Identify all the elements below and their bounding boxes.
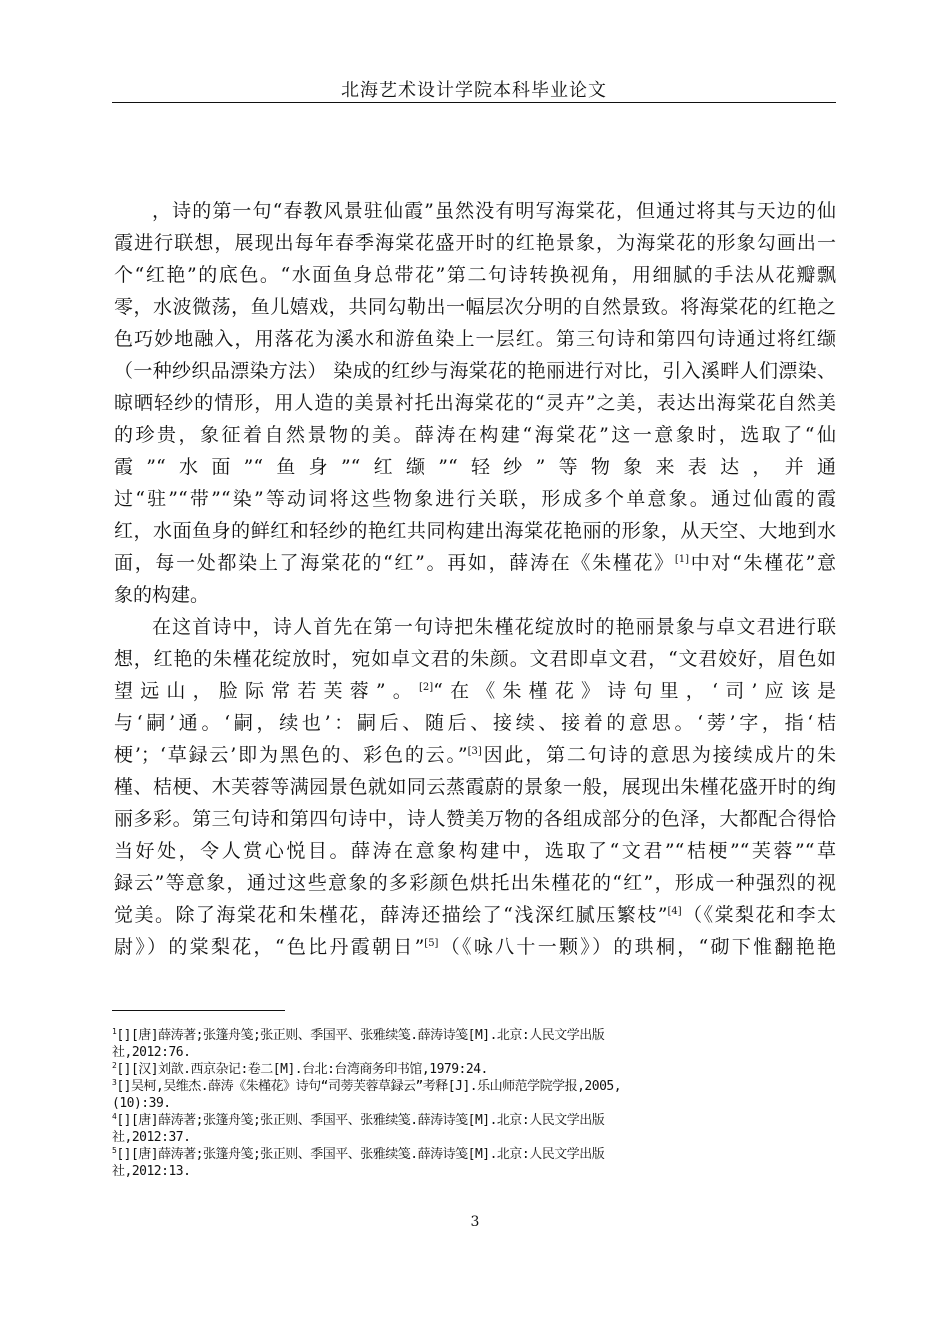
footnote-line — [112, 1027, 812, 1044]
text-line — [114, 899, 836, 931]
citation-ref: [3] — [467, 746, 482, 757]
text-line: 色巧妙地融入，用落花为溪水和游鱼染上一层红。第三句诗和第四句诗通过将红缬 — [114, 328, 836, 350]
text-segment: 梗’；‘草録云’即为黑色的、彩色的云。” — [114, 744, 468, 766]
footnote-text: [][唐]薛涛著;张篷舟笺;张正则、季国平、张雅续笺.薛涛诗笺[M].北京:人民文学出版 — [116, 1113, 605, 1128]
text-line: 録云”等意象，通过这些意象的多彩颜色烘托出朱槿花的“红”，形成一种强烈的视 — [114, 872, 836, 894]
footnote-number: 4 — [112, 1112, 117, 1121]
footnote-line: 社,2012:76. — [112, 1045, 191, 1060]
body-text — [114, 195, 836, 963]
text-line: 霞”“水面”“鱼身”“红缬”“轻纱”等物象来表达，并通 — [114, 456, 836, 478]
footnote-text: [][唐]薛涛著;张篷舟笺;张正则、季国平、张雅续笺.薛涛诗笺[M].北京:人民文学出版 — [116, 1028, 605, 1043]
footnote-line — [112, 1061, 812, 1078]
footnote-line — [112, 1146, 812, 1163]
text-line: 个“红艳”的底色。“水面鱼身总带花”第二句诗转换视角，用细腻的手法从花瓣飘 — [114, 264, 836, 286]
footnote-line: (10):39. — [112, 1096, 171, 1111]
footnote-text: []吴柯,吴维杰.薛涛《朱槿花》诗句“司蒡芙蓉草録云”考释[J].乐山师范学院学报,2005, — [116, 1079, 622, 1094]
footnote-2 — [112, 1061, 812, 1078]
text-line: 零，水波微荡，鱼儿嬉戏，共同勾勒出一幅层次分明的自然景致。将海棠花的红艳之 — [114, 296, 836, 318]
text-line: 晾晒轻纱的情形，用人造的美景衬托出海棠花的“灵卉”之美，表达出海棠花自然美 — [114, 392, 836, 414]
text-line: 在这首诗中，诗人首先在第一句诗把朱槿花绽放时的艳丽景象与卓文君进行联 — [152, 616, 836, 638]
paragraph-1 — [114, 195, 836, 611]
text-segment: 觉美。除了海棠花和朱槿花，薛涛还描绘了“浅深红腻压繁枝” — [114, 904, 668, 926]
footnote-text: [][汉]刘歆.西京杂记:卷二[M].台北:台湾商务印书馆,1979:24. — [116, 1062, 488, 1077]
header-title: 北海艺术设计学院本科毕业论文 — [341, 80, 607, 101]
text-line: ，诗的第一句“春教风景驻仙霞”虽然没有明写海棠花，但通过将其与天边的仙 — [152, 200, 836, 222]
text-line: 的珍贵，象征着自然景物的美。薛涛在构建“海棠花”这一意象时，选取了“仙 — [114, 424, 836, 446]
text-segment: 面，每一处都染上了海棠花的“红”。再如，薛涛在《朱槿花》 — [114, 552, 675, 574]
text-line: 过“驻”“带”“染”等动词将这些物象进行关联，形成多个单意象。通过仙霞的霞 — [114, 488, 836, 510]
text-segment: 因此，第二句诗的意思为接续成片的朱 — [481, 744, 836, 766]
footnote-line — [112, 1078, 812, 1095]
text-segment: “在《朱槿花》诗句里，‘司’应该是 — [433, 680, 837, 702]
footnote-4 — [112, 1112, 812, 1146]
citation-ref: [2] — [419, 682, 434, 693]
text-line: 想，红艳的朱槿花绽放时，宛如卓文君的朱颜。文君即卓文君，“文君姣好，眉色如 — [114, 648, 836, 670]
text-segment: （《咏八十一颗》）的珙桐，“砌下惟翻艳艳 — [438, 936, 836, 958]
footnote-line: 社,2012:37. — [112, 1130, 191, 1145]
page-number: 3 — [470, 1214, 480, 1230]
footnote-line — [112, 1112, 812, 1129]
footnotes — [112, 1027, 812, 1180]
footnote-number: 1 — [112, 1027, 117, 1036]
footnote-5 — [112, 1146, 812, 1180]
text-segment: 中对“朱槿花”意 — [689, 552, 836, 574]
text-segment: （《棠梨花和李太 — [681, 904, 836, 926]
citation-ref: [1] — [674, 554, 690, 565]
footnote-text: [][唐]薛涛著;张篷舟笺;张正则、季国平、张雅续笺.薛涛诗笺[M].北京:人民文学出版 — [116, 1147, 605, 1162]
footnote-1 — [112, 1027, 812, 1061]
citation-ref: [4] — [667, 906, 682, 917]
footnote-line: 社,2012:13. — [112, 1164, 191, 1179]
text-line: 红，水面鱼身的鲜红和轻纱的艳红共同构建出海棠花艳丽的形象，从天空、大地到水 — [114, 520, 836, 542]
paragraph-2 — [114, 611, 836, 963]
text-line: 霞进行联想，展现出每年春季海棠花盛开时的红艳景象，为海棠花的形象勾画出一 — [114, 232, 836, 254]
footnote-3 — [112, 1078, 812, 1112]
text-line: 象的构建。 — [114, 584, 210, 606]
text-line: 当好处，令人赏心悦目。薛涛在意象构建中，选取了“文君”“桔梗”“芙蓉”“草 — [114, 840, 836, 862]
citation-ref: [5] — [424, 938, 439, 949]
text-line — [114, 931, 836, 963]
footnote-separator — [112, 1010, 285, 1011]
text-line: （一种纱织品漂染方法） 染成的红纱与海棠花的艳丽进行对比，引入溪畔人们漂染、 — [114, 360, 836, 382]
text-line — [114, 675, 836, 707]
footnote-number: 2 — [112, 1061, 117, 1070]
footnote-number: 3 — [112, 1078, 117, 1087]
text-segment: 尉》）的棠梨花，“色比丹霞朝日” — [114, 936, 425, 958]
text-line — [114, 739, 836, 771]
text-segment: 望远山，脸际常若芙蓉”。 — [114, 680, 419, 702]
text-line: 槿、桔梗、木芙蓉等满园景色就如同云蒸霞蔚的景象一般，展现出朱槿花盛开时的绚 — [114, 776, 836, 798]
footnote-number: 5 — [112, 1146, 117, 1155]
page-header — [112, 58, 836, 103]
text-line — [114, 547, 836, 579]
text-line: 与‘嗣’通。‘嗣，续也’：嗣后、随后、接续、接着的意思。‘蒡’字，指‘桔 — [114, 712, 836, 734]
text-line: 丽多彩。第三句诗和第四句诗中，诗人赞美万物的各组成部分的色泽，大都配合得恰 — [114, 808, 836, 830]
